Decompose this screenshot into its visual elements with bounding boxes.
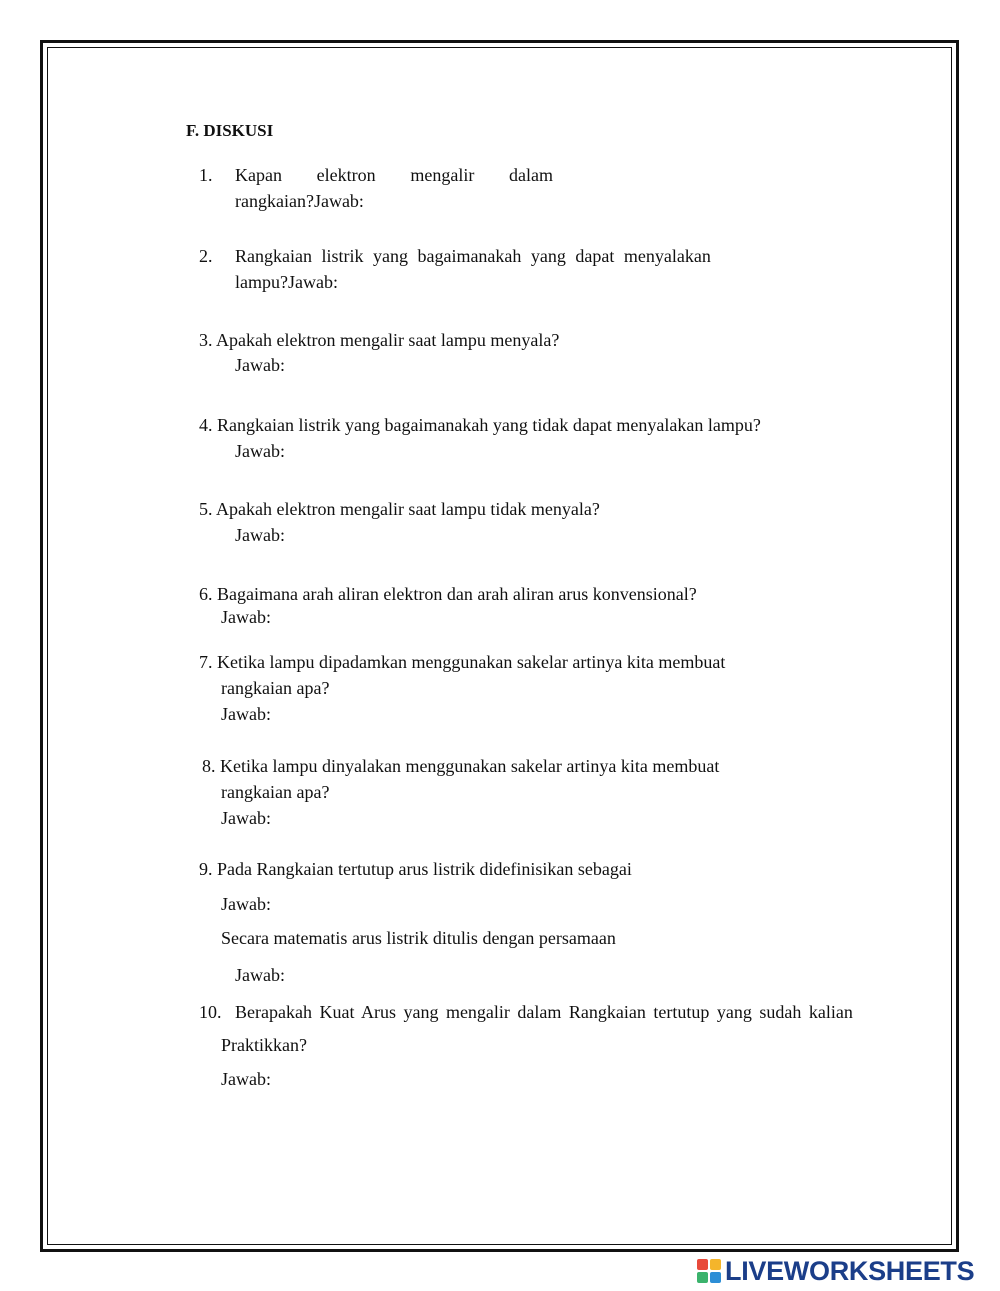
question-2-line-1: Rangkaian listrik yang bagaimanakah yang dapat menyalakan [235,246,711,266]
logo-tile-v [697,1272,708,1283]
question-1-word: dalam [509,165,553,185]
page-border-inner [47,47,952,1245]
question-1-word: Kapan [235,165,282,185]
liveworksheets-wordmark: LIVEWORKSHEETS [725,1255,975,1286]
question-5-text: 5. Apakah elektron mengalir saat lampu tidak menyala? [199,499,600,519]
question-3-answer: Jawab: [235,355,285,375]
question-6-text: 6. Bagaimana arah aliran elektron dan arah aliran arus konvensional? [199,584,697,604]
question-1-line-2: rangkaian?Jawab: [235,191,364,211]
question-10-line-1: Berapakah Kuat Arus yang mengalir dalam Rangkaian tertutup yang sudah kalian [235,1002,853,1022]
logo-tile-l [697,1259,708,1270]
question-9-text: 9. Pada Rangkaian tertutup arus listrik didefinisikan sebagai [199,859,632,879]
logo-tile-e [710,1272,721,1283]
question-5-answer: Jawab: [235,525,285,545]
question-10-answer: Jawab: [221,1069,271,1089]
question-1-line-1 [235,164,553,186]
question-7-answer: Jawab: [221,704,271,724]
question-3-text: 3. Apakah elektron mengalir saat lampu menyala? [199,330,560,350]
question-9-answer-2: Jawab: [235,965,285,985]
question-9-answer: Jawab: [221,894,271,914]
question-1-number: 1. [199,165,213,185]
question-4-answer: Jawab: [235,441,285,461]
question-8-line-2: rangkaian apa? [221,782,330,802]
liveworksheets-logo[interactable] [697,1256,997,1286]
logo-tile-i [710,1259,721,1270]
question-1-word: elektron [316,165,376,185]
liveworksheets-logo-icon [697,1259,721,1283]
question-9-line-3: Secara matematis arus listrik ditulis dengan persamaan [221,928,616,948]
question-7-line-2: rangkaian apa? [221,678,330,698]
question-10-number: 10. [199,1002,222,1022]
question-2-line-2: lampu?Jawab: [235,272,338,292]
question-8-answer: Jawab: [221,808,271,828]
question-4-text: 4. Rangkaian listrik yang bagaimanakah yang tidak dapat menyalakan lampu? [199,415,761,435]
question-7-text: 7. Ketika lampu dipadamkan menggunakan sakelar artinya kita membuat [199,652,726,672]
question-6-answer: Jawab: [221,607,271,627]
question-8-text: 8. Ketika lampu dinyalakan menggunakan sakelar artinya kita membuat [202,756,720,776]
question-2-number: 2. [199,246,213,266]
question-1-word: mengalir [410,165,475,185]
question-10-line-2: Praktikkan? [221,1035,307,1055]
section-heading: F. DISKUSI [186,121,274,140]
